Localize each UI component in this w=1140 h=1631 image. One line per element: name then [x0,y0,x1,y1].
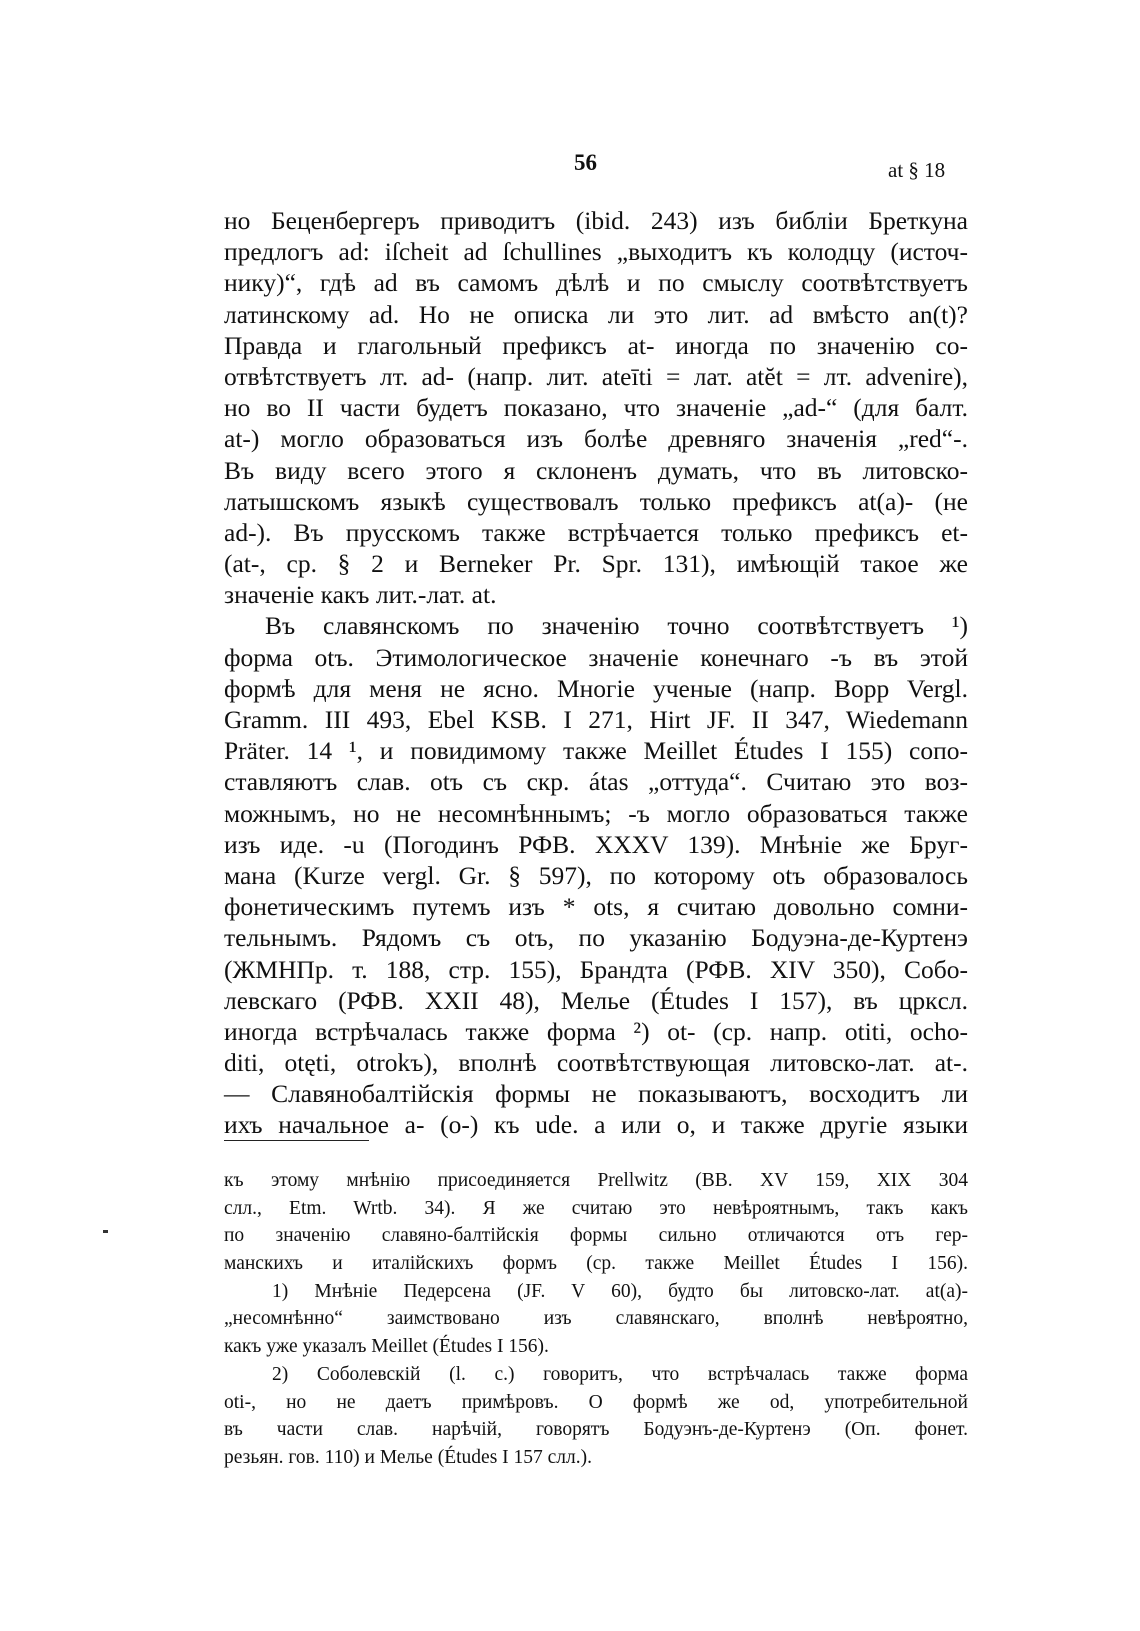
text-line: латинскому ad. Но не описка ли это лит. ad вмѣсто an(t)? [224,299,968,329]
text-line: можнымъ, но не несомнѣннымъ; -ъ могло образоваться также [224,798,968,828]
text-line: фонетическимъ путемъ изъ * ots, я считаю довольно сомни- [224,892,968,922]
footnote-line: къ этому мнѣнію присоединяется Prellwitz (BB. XV 159, XIX 304 [224,1170,968,1191]
text-line: Въ славянскомъ по значенію точно соотвѣтствуетъ ¹) [265,611,968,641]
text-line: (ЖМНПр. т. 188, стр. 155), Брандта (РФВ. XIV 350), Собо- [224,954,968,984]
text-line: изъ иде. -u (Погодинъ РФВ. XXXV 139). Мнѣніе же Бруг- [224,829,968,859]
footnote-divider [224,1140,369,1141]
footnote-line: манскихъ и италійскихъ формъ (ср. также Meillet Études I 156). [224,1253,968,1275]
footnote-line: въ части слав. нарѣчій, говорятъ Бодуэнъ-де-Куртенэ (Оп. фонет. [224,1419,968,1441]
footnote-line: слл., Etm. Wrtb. 34). Я же считаю это невѣроятнымъ, такъ какъ [224,1197,968,1219]
text-line: отвѣтствуетъ лт. ad- (напр. лит. ateīti = лат. atĕt = лт. advenire), [224,361,968,391]
text-line: но Беценбергеръ приводитъ (ibid. 243) изъ библіи Бреткуна [224,206,968,235]
text-line: ad-). Въ прусскомъ также встрѣчается только префиксъ et- [224,517,968,547]
text-line: Правда и глагольный префиксъ at- иногда по значенію со- [224,330,968,360]
text-line: ставляютъ слав. otъ съ скр. átas „оттуда“. Считаю это воз- [224,767,968,797]
text-line: форма otъ. Этимологическое значеніе конечнаго -ъ въ этой [224,642,968,672]
footnote-line: резьян. гов. 110) и Мелье (Études I 157 слл.). [224,1446,593,1468]
text-line: но во II части будетъ показано, что значеніе „ad-“ (для балт. [224,393,968,423]
text-line: предлогъ ad: iſcheit ad ſchullines „выходитъ къ колодцу (источ- [224,237,968,267]
margin-mark [103,1230,108,1233]
text-line: тельнымъ. Рядомъ съ otъ, по указанію Бодуэна-де-Куртенэ [224,923,968,953]
footnotes-block [224,1167,968,1472]
text-line: Gramm. III 493, Ebel KSB. I 271, Hirt JF. II 347, Wiedemann [224,705,968,734]
main-text-block [224,205,968,1141]
text-line: ихъ начальное a- (o-) къ ude. a или o, и также другіе языки [224,1110,968,1140]
text-line: иногда встрѣчалась также форма ²) ot- (ср. напр. otiti, ocho- [224,1016,968,1046]
text-line: — Славянобалтійскія формы не показываютъ, восходитъ ли [224,1079,968,1109]
text-line: значеніе какъ лит.-лат. at. [224,580,497,610]
text-line: at-) могло образоваться изъ болѣе древняго значенія „red“-. [224,424,968,454]
footnote-line: по значенію славяно-балтійскія формы сильно отличаются отъ гер- [224,1225,968,1247]
text-line: мана (Kurze vergl. Gr. § 597), по которому otъ образовалось [224,860,968,890]
page-number: 56 [574,150,597,175]
running-head: at § 18 [888,158,946,182]
footnote-line: „несомнѣнно“ заимствовано изъ славянскаго, вполнѣ невѣроятно, [224,1308,968,1330]
text-line: левскаго (РФВ. XXII 48), Мелье (Études I 157), въ цркcл. [224,985,968,1015]
text-line: diti, otęti, otrokъ), вполнѣ соотвѣтствующая литовско-лат. at-. [224,1048,968,1078]
footnote-line: 1) Мнѣніе Педерсена (JF. V 60), будто бы литовско-лат. at(a)- [272,1280,968,1302]
text-line: латышскомъ языкѣ существовалъ только префиксъ at(a)- (не [224,486,968,516]
footnote-line: какъ уже указалъ Meillet (Études I 156). [224,1336,549,1358]
text-line: (at-, ср. § 2 и Berneker Pr. Spr. 131), имѣющій такое же [224,549,968,579]
footnote-line: oti-, но не даетъ примѣровъ. О формѣ же od, употребительной [224,1391,968,1413]
footnote-line: 2) Соболевскій (l. c.) говоритъ, что встрѣчалась также форма [272,1363,968,1385]
text-line: Präter. 14 ¹, и повидимому также Meillet Études I 155) сопо- [224,736,968,766]
text-line: формѣ для меня не ясно. Многіе ученые (напр. Bopp Vergl. [224,673,968,703]
text-line: Въ виду всего этого я склоненъ думать, что въ литовско- [224,455,968,485]
text-line: нику)“, гдѣ ad въ самомъ дѣлѣ и по смыслу соотвѣтствуетъ [224,268,968,298]
